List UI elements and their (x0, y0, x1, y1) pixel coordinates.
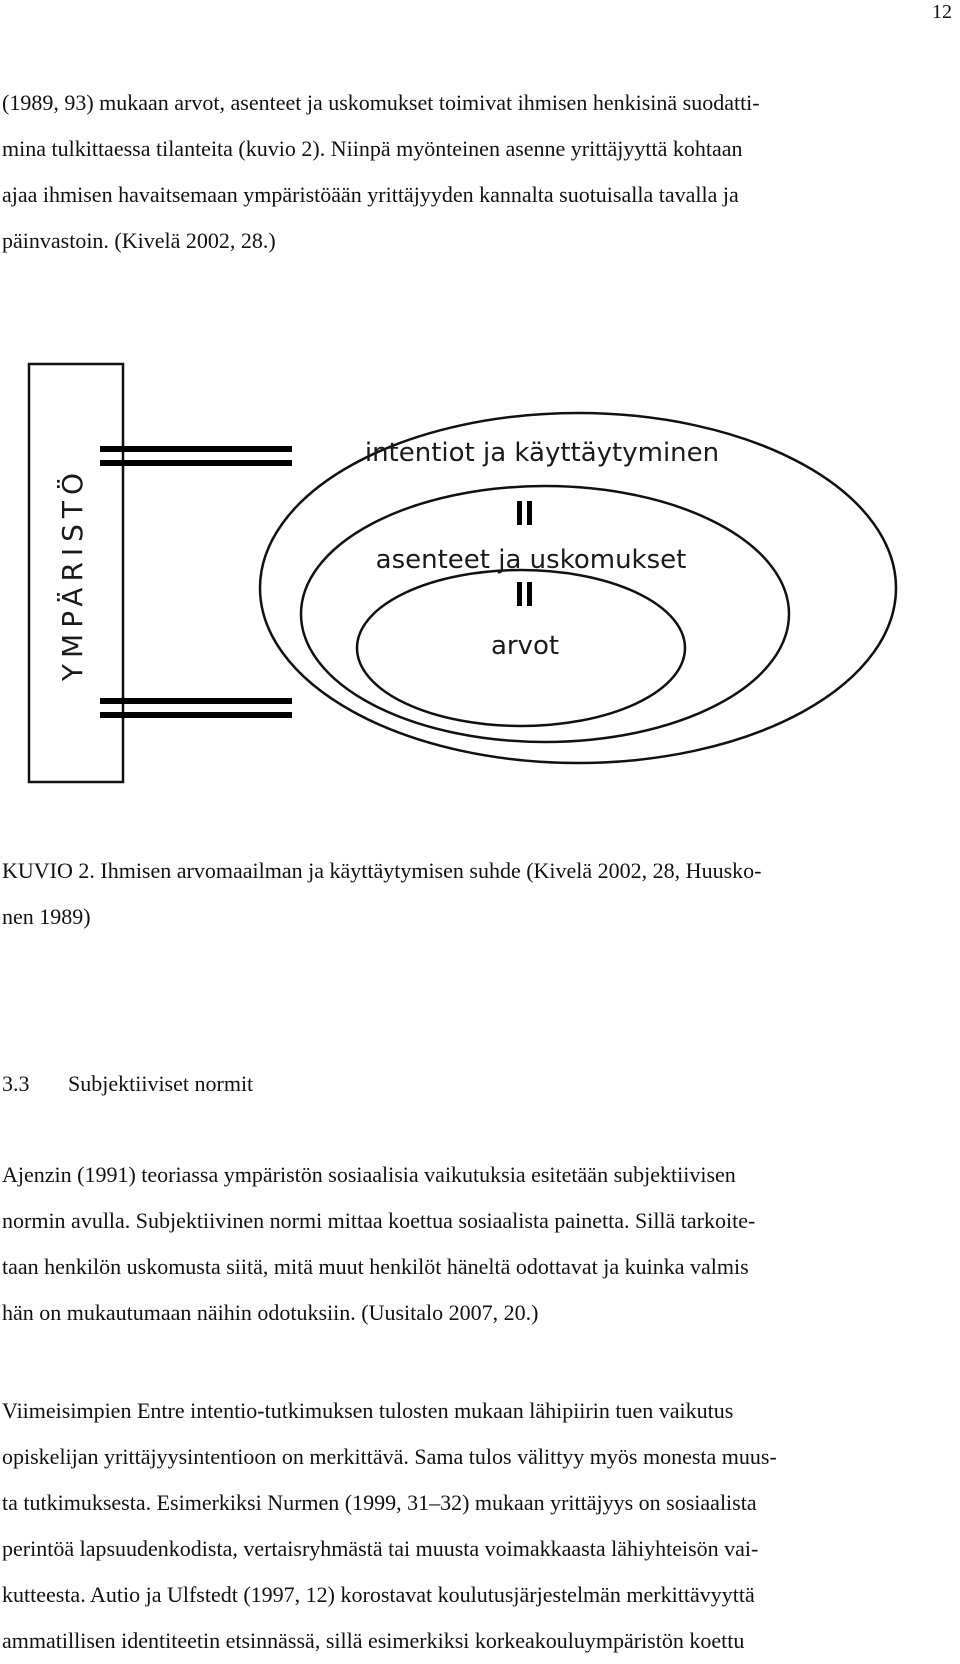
page-number: 12 (932, 1, 952, 23)
entre-paragraph: Viimeisimpien Entre intentio-tutkimuksen tulosten mukaan lähipiirin tuen vaikutus opiskelijan yrittäjyysintentioon on merkittävä. Sama tulos välittyy myös monesta muus- ta tutkimuksesta. Esimerkiksi Nurmen (1999, 31–32) mukaan yrittäjyys on sosiaalista perintöä lapsuudenkodista, vertaisryhmästä tai muusta voimakkaasta lähiyhteisön vai- kutteesta. Autio ja Ulfstedt (1997, 12) korostavat koulutusjärjestelmän merkittävyyttä ammatillisen identiteetin etsinnässä, sillä esimerkiksi korkeakouluympäristön koettu (2, 1398, 777, 1653)
value-behavior-figure (0, 350, 960, 800)
link-symbol-lower-bar-2 (527, 582, 532, 606)
section-heading (2, 1061, 253, 1107)
figure-caption: KUVIO 2. Ihmisen arvomaailman ja käyttäytymisen suhde (Kivelä 2002, 28, Huusko- nen 1989) (2, 858, 762, 929)
section-title: Subjektiiviset normit (68, 1071, 254, 1096)
connector-top-bar-2 (100, 460, 292, 466)
ajzen-paragraph: Ajenzin (1991) teoriassa ympäristön sosiaalisia vaikutuksia esitetään subjektiivisen normin avulla. Subjektiivinen normi mittaa koettua sosiaalista painetta. Sillä tarkoite- taan henkilön uskomusta siitä, mitä muut henkilöt häneltä odottavat ja kuinka valmis hän on mukautumaan näihin odotuksiin. (Uusitalo 2007, 20.) (2, 1162, 756, 1325)
link-symbol-lower-bar-1 (517, 582, 522, 606)
link-symbol-upper-bar-2 (527, 501, 532, 525)
connector-top-bar-1 (100, 446, 292, 452)
connector-bottom-bar-1 (100, 698, 292, 704)
link-symbol-upper-bar-1 (517, 501, 522, 525)
connector-bottom-bar-2 (100, 712, 292, 718)
section-number: 3.3 (2, 1071, 30, 1096)
environment-label: YMPÄRISTÖ (56, 466, 89, 682)
outer-label: intentiot ja käyttäytyminen (364, 438, 720, 468)
middle-label: asenteet ja uskomukset (375, 545, 687, 575)
inner-label: arvot (490, 631, 560, 661)
intro-paragraph: (1989, 93) mukaan arvot, asenteet ja uskomukset toimivat ihmisen henkisinä suodatti- mina tulkittaessa tilanteita (kuvio 2). Niinpä myönteinen asenne yrittäjyyttä kohtaan ajaa ihmisen havaitsemaan ympäristöään yrittäjyyden kannalta suotuisalla tavalla ja päinvastoin. (Kivelä 2002, 28.) (2, 90, 760, 253)
